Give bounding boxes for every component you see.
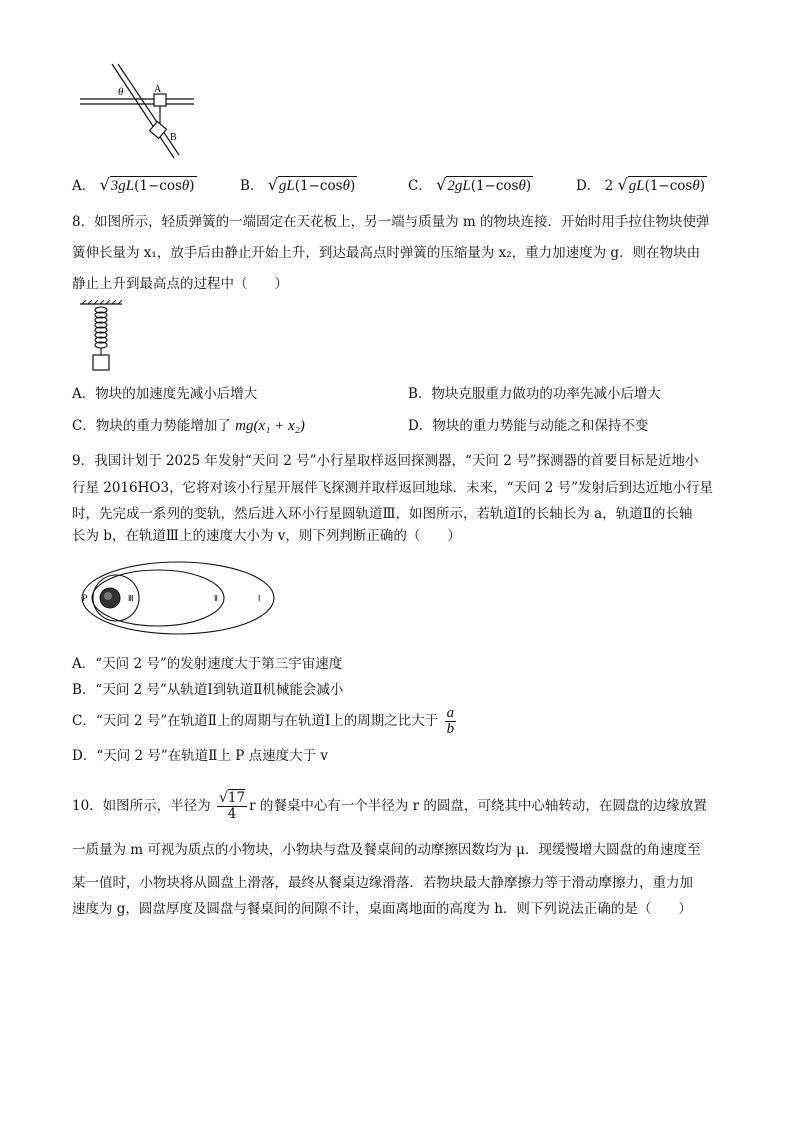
q9-stem-line-3: 时，先完成一系列的变轨，然后进入环小行星圆轨道Ⅲ，如图所示，若轨道Ⅰ的长轴长为 a，轨道Ⅱ的长轴 bbox=[72, 506, 693, 522]
q7-figure bbox=[78, 62, 198, 162]
q9-option-b[interactable]: B．“天问 2 号”从轨道Ⅰ到轨道Ⅱ机械能会减小 bbox=[72, 682, 344, 698]
q8-stem-line-3: 静止上升到最高点的过程中（ ） bbox=[72, 276, 288, 292]
q9-iii-label: Ⅲ bbox=[128, 594, 134, 603]
q10-stem-line-2: 一质量为 m 可视为质点的小物块，小物块与盘及餐桌间的动摩擦因数均为 μ．现缓慢增大圆盘的角速度至 bbox=[72, 842, 701, 858]
q8-option-d[interactable]: D．物块的重力势能与动能之和保持不变 bbox=[408, 418, 649, 434]
q7-theta-label: θ bbox=[118, 86, 124, 98]
q10-stem-line-3: 某一值时，小物块将从圆盘上滑落，最终从餐桌边缘滑落．若物块最大静摩擦力等于滑动摩擦力，重力加 bbox=[72, 875, 693, 891]
q9-orbit-figure bbox=[72, 556, 278, 638]
q9-stem-line-2: 行星 2016HO3，它将对该小行星开展伴飞探测并取样返回地球．未来，“天问 2 号”发射后到达近地小行星 bbox=[72, 480, 714, 496]
q9-ii-label: Ⅱ bbox=[214, 594, 218, 603]
q7-option-a[interactable]: A． √3gL(1−cosθ) bbox=[72, 175, 195, 194]
q9-option-c[interactable]: C．“天问 2 号”在轨道Ⅱ上的周期与在轨道Ⅰ上的周期之比大于 $\frac{a}{b}$ bbox=[72, 705, 455, 737]
q10-stem-line-4: 速度为 g，圆盘厚度及圆盘与餐桌间的间隙不计，桌面离地面的高度为 h．则下列说法正确的是（ ） bbox=[72, 901, 692, 917]
q7-option-b[interactable]: B． √gL(1−cosθ) bbox=[240, 175, 356, 194]
q8-option-a[interactable]: A．物块的加速度先减小后增大 bbox=[72, 386, 258, 402]
q9-option-d[interactable]: D．“天问 2 号”在轨道Ⅱ上 P 点速度大于 v bbox=[72, 748, 329, 764]
q8-stem-line-1: 8．如图所示，轻质弹簧的一端固定在天花板上，另一端与质量为 m 的物块连接．开始时用手拉住物块使弹 bbox=[72, 214, 710, 230]
q9-option-a[interactable]: A．“天问 2 号”的发射速度大于第三宇宙速度 bbox=[72, 656, 343, 672]
q7-a-label: A bbox=[154, 84, 162, 95]
q9-stem-line-1: 9．我国计划于 2025 年发射“天问 2 号”小行星取样返回探测器，“天问 2 号”探测器的首要目标是近地小 bbox=[72, 453, 699, 469]
q10-stem-line-1: 10．如图所示，半径为 $\frac{√17}{4}$ r 的餐桌中心有一个半径为 r 的圆盘，可绕其中心轴转动，在圆盘的边缘放置 bbox=[72, 790, 707, 822]
q8-option-c[interactable]: C．物块的重力势能增加了 mg(x₁ + x₂) bbox=[72, 418, 305, 434]
q9-option-c-fraction: $\frac{a}{b}$ bbox=[446, 705, 455, 737]
q9-p-label: P bbox=[82, 593, 88, 603]
q7-option-d[interactable]: D． 2 √gL(1−cosθ) bbox=[576, 175, 706, 194]
q7-b-label: B bbox=[170, 132, 177, 143]
q8-option-b[interactable]: B．物块克服重力做功的功率先减小后增大 bbox=[408, 386, 661, 402]
q9-i-label: Ⅰ bbox=[258, 594, 261, 603]
q8-option-c-expr: mg(x₁ + x₂) bbox=[235, 418, 305, 434]
q8-stem-line-2: 簧伸长量为 x₁，放手后由静止开始上升，到达最高点时弹簧的压缩量为 x₂，重力加速度为 g．则在物块由 bbox=[72, 245, 701, 261]
q8-spring-figure bbox=[78, 300, 128, 375]
q7-option-c[interactable]: C． √2gL(1−cosθ) bbox=[408, 175, 532, 194]
q10-radius-fraction: $\frac{√17}{4}$ bbox=[218, 790, 246, 822]
q9-stem-line-4: 长为 b，在轨道Ⅲ上的速度大小为 v，则下列判断正确的（ ） bbox=[72, 528, 461, 544]
